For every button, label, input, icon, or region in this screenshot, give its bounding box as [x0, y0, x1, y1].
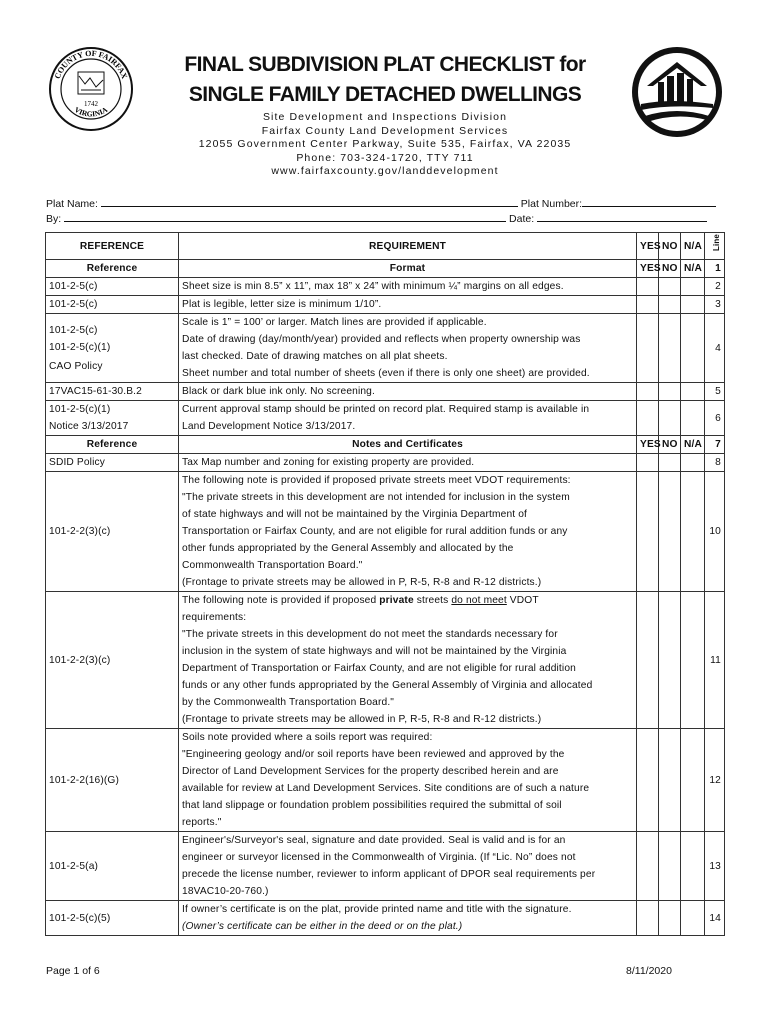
requirement-text: If owner’s certificate is on the plat, provide printed name and title with the signature.: [182, 904, 572, 915]
na-checkbox[interactable]: [681, 472, 705, 592]
requirement-text: Commonwealth Transportation Board.": [182, 560, 363, 571]
requirement-text: Sheet number and total number of sheets (even if there is only one sheet) are provided.: [182, 368, 590, 379]
na-checkbox[interactable]: [681, 592, 705, 729]
line-number: 4: [705, 314, 725, 383]
yes-label: YES: [637, 260, 659, 278]
table-header-row: [46, 233, 725, 260]
reference-cell: 101-2-5(c): [46, 278, 179, 296]
requirement-text: 18VAC10-20-760.): [182, 886, 269, 897]
requirement-text-part: VDOT: [506, 595, 539, 606]
line-number: 2: [705, 278, 725, 296]
title-line-2: SINGLE FAMILY DETACHED DWELLINGS: [188, 83, 582, 106]
na-checkbox[interactable]: [681, 832, 705, 901]
seal-top-text: COUNTY OF FAIRFAX: [52, 48, 130, 81]
requirement-text: Date of drawing (day/month/year) provided and reflects when property ownership was: [182, 334, 581, 345]
office-website: www.fairfaxcounty.gov/landdevelopment: [271, 165, 499, 178]
line-number: 6: [705, 401, 725, 436]
reference-cell: 101-2-2(16)(G): [46, 729, 179, 832]
requirement-text: The following note is provided if proposed private streets meet VDOT requirements:: [182, 475, 571, 486]
requirement-text: of state highways and will not be maintained by the Virginia Department of: [182, 509, 528, 520]
reference-text: 101-2-5(c)(1): [49, 341, 111, 353]
line-number: 5: [705, 383, 725, 401]
yes-checkbox[interactable]: [637, 401, 659, 436]
line-number: 1: [705, 260, 725, 278]
requirement-cell: [179, 832, 637, 901]
line-number: 11: [705, 592, 725, 729]
no-checkbox[interactable]: [659, 832, 681, 901]
table-row: [46, 729, 725, 832]
na-checkbox[interactable]: [681, 314, 705, 383]
line-number: 12: [705, 729, 725, 832]
no-column-header: NO: [659, 233, 681, 260]
seal-bottom-text: VIRGINIA: [72, 104, 110, 119]
requirement-cell: [179, 901, 637, 936]
no-checkbox[interactable]: [659, 592, 681, 729]
line-column-header: Line: [712, 234, 721, 252]
requirement-cell: Black or dark blue ink only. No screening.: [179, 383, 637, 401]
no-checkbox[interactable]: [659, 454, 681, 472]
na-checkbox[interactable]: [681, 901, 705, 936]
seal-year: 1742: [84, 100, 98, 108]
requirement-text: Soils note provided where a soils report was required:: [182, 732, 433, 743]
reference-text: CAO Policy: [49, 360, 103, 372]
na-checkbox[interactable]: [681, 296, 705, 314]
office-phone: Phone: 703-324-1720, TTY 711: [296, 151, 474, 164]
office-address: 12055 Government Center Parkway, Suite 535, Fairfax, VA 22035: [198, 138, 572, 151]
na-label: N/A: [681, 260, 705, 278]
plat-name-field[interactable]: [101, 196, 518, 207]
requirement-text: Director of Land Development Services for the property described herein and are: [182, 766, 559, 777]
yes-checkbox[interactable]: [637, 901, 659, 936]
na-column-header: N/A: [681, 233, 705, 260]
line-number: 7: [705, 436, 725, 454]
na-label: N/A: [681, 436, 705, 454]
section-reference-label: Reference: [46, 436, 179, 454]
yes-label: YES: [637, 436, 659, 454]
requirement-text: available for review at Land Development Services. Site conditions are of such a nature: [182, 783, 590, 794]
section-notes-title: Notes and Certificates: [179, 436, 637, 454]
requirement-text: Engineer's/Surveyor's seal, signature and date provided. Seal is valid and is for an: [182, 835, 566, 846]
requirement-text: inclusion in the system of state highways and will not be maintained by the Virginia: [182, 646, 567, 657]
table-row: [46, 296, 725, 314]
na-checkbox[interactable]: [681, 454, 705, 472]
no-label: NO: [659, 260, 681, 278]
requirement-text: Scale is 1” = 100’ or larger. Match lines are provided if applicable.: [182, 317, 487, 328]
table-row: [46, 472, 725, 592]
reference-text: 101-2-5(c): [49, 324, 98, 336]
requirement-cell: [179, 401, 637, 436]
requirement-text: [182, 592, 633, 609]
requirement-note: (Owner’s certificate can be either in the deed or on the plat.): [182, 921, 463, 932]
line-number: 13: [705, 832, 725, 901]
requirement-cell: [179, 729, 637, 832]
section-format-title: Format: [179, 260, 637, 278]
by-label: By:: [46, 213, 62, 225]
requirement-text: Land Development Notice 3/13/2017.: [182, 421, 356, 432]
yes-checkbox[interactable]: [637, 454, 659, 472]
na-checkbox[interactable]: [681, 383, 705, 401]
no-checkbox[interactable]: [659, 383, 681, 401]
no-checkbox[interactable]: [659, 729, 681, 832]
reference-cell: 101-2-5(c): [46, 296, 179, 314]
requirement-text: Transportation or Fairfax County, and are not eligible for rural addition funds or any: [182, 526, 568, 537]
section-notes-row: [46, 436, 725, 454]
requirement-text: precede the license number, reviewer to inform applicant of DPOR seal requirements per: [182, 869, 596, 880]
reference-cell: 101-2-5(a): [46, 832, 179, 901]
line-number: 8: [705, 454, 725, 472]
requirement-text: "The private streets in this development do not meet the standards necessary for: [182, 629, 558, 640]
requirement-text: "The private streets in this development are not intended for inclusion in the system: [182, 492, 570, 503]
land-development-logo: [631, 46, 723, 138]
requirement-text: last checked. Date of drawing matches on all plat sheets.: [182, 351, 448, 362]
line-number: 3: [705, 296, 725, 314]
line-number: 10: [705, 472, 725, 592]
document-title: [150, 50, 620, 110]
requirement-cell: [179, 314, 637, 383]
checklist-table: [45, 232, 725, 936]
requirement-text-part: The following note is provided if proposed: [182, 595, 380, 606]
reference-cell: 17VAC15-61-30.B.2: [46, 383, 179, 401]
county-seal-logo: [48, 46, 134, 132]
table-row: [46, 314, 725, 383]
yes-checkbox[interactable]: [637, 832, 659, 901]
na-checkbox[interactable]: [681, 278, 705, 296]
table-row: [46, 401, 725, 436]
requirement-text: by the Commonwealth Transportation Board.": [182, 697, 395, 708]
yes-checkbox[interactable]: [637, 383, 659, 401]
line-number: 14: [705, 901, 725, 936]
reference-cell: SDID Policy: [46, 454, 179, 472]
date-field[interactable]: [537, 211, 707, 222]
plat-number-label: Plat Number:: [520, 198, 583, 210]
plat-number-field[interactable]: [582, 196, 716, 207]
yes-column-header: YES: [637, 233, 659, 260]
by-field[interactable]: [64, 211, 506, 222]
table-row: [46, 832, 725, 901]
reference-cell: [46, 401, 179, 436]
requirement-text: "Engineering geology and/or soil reports have been reviewed and approved by the: [182, 749, 565, 760]
requirement-text: Department of Transportation or Fairfax County, and are not eligible for rural addition: [182, 663, 576, 674]
requirement-text: engineer or surveyor licensed in the Commonwealth of Virginia. (If “Lic. No” does not: [182, 852, 576, 863]
title-line-1: FINAL SUBDIVISION PLAT CHECKLIST for: [184, 53, 586, 76]
section-format-row: [46, 260, 725, 278]
reference-cell: 101-2-2(3)(c): [46, 592, 179, 729]
reference-cell: 101-2-2(3)(c): [46, 472, 179, 592]
page-number: Page 1 of 6: [46, 965, 100, 977]
no-label: NO: [659, 436, 681, 454]
na-checkbox[interactable]: [681, 729, 705, 832]
yes-checkbox[interactable]: [637, 296, 659, 314]
requirement-text: that land slippage or foundation problem possibilities required the submittal of soil: [182, 800, 562, 811]
requirement-text: (Frontage to private streets may be allowed in P, R-5, R-8 and R-12 districts.): [182, 577, 542, 588]
requirement-text-part: streets: [413, 595, 452, 606]
office-info: [150, 111, 620, 179]
requirement-cell: [179, 592, 637, 729]
no-checkbox[interactable]: [659, 296, 681, 314]
requirement-cell: Sheet size is min 8.5” x 11”, max 18” x 24” with minimum ¼” margins on all edges.: [179, 278, 637, 296]
table-row: [46, 454, 725, 472]
requirement-text: requirements:: [182, 612, 247, 623]
requirement-text: other funds appropriated by the General Assembly and allocated by the: [182, 543, 514, 554]
plat-name-row: [46, 196, 716, 210]
requirement-underline: do not meet: [451, 595, 507, 606]
reference-text: Notice 3/13/2017: [49, 421, 129, 432]
reference-cell: 101-2-5(c)(5): [46, 901, 179, 936]
table-row: [46, 901, 725, 936]
table-row: [46, 278, 725, 296]
yes-checkbox[interactable]: [637, 278, 659, 296]
reference-column-header: REFERENCE: [46, 233, 179, 260]
requirement-cell: [179, 472, 637, 592]
division-name: Site Development and Inspections Division: [262, 111, 508, 123]
yes-checkbox[interactable]: [637, 729, 659, 832]
no-checkbox[interactable]: [659, 278, 681, 296]
date-label: Date:: [509, 213, 535, 225]
no-checkbox[interactable]: [659, 401, 681, 436]
requirement-text: (Frontage to private streets may be allowed in P, R-5, R-8 and R-12 districts.): [182, 714, 542, 725]
reference-text: 101-2-5(c)(1): [49, 404, 111, 415]
no-checkbox[interactable]: [659, 314, 681, 383]
by-row: [46, 211, 707, 225]
yes-checkbox[interactable]: [637, 592, 659, 729]
section-reference-label: Reference: [46, 260, 179, 278]
department-name: Fairfax County Land Development Services: [261, 124, 509, 137]
requirement-text: Current approval stamp should be printed on record plat. Required stamp is available in: [182, 404, 590, 415]
table-row: [46, 383, 725, 401]
no-checkbox[interactable]: [659, 472, 681, 592]
requirement-text: reports.": [182, 817, 222, 828]
requirement-emphasis: private: [379, 595, 414, 606]
revision-date: 8/11/2020: [626, 965, 672, 977]
reference-cell: [46, 314, 179, 383]
requirement-column-header: REQUIREMENT: [179, 233, 637, 260]
na-checkbox[interactable]: [681, 401, 705, 436]
requirement-cell: Plat is legible, letter size is minimum 1/10”.: [179, 296, 637, 314]
table-row: [46, 592, 725, 729]
requirement-cell: Tax Map number and zoning for existing property are provided.: [179, 454, 637, 472]
requirement-text: funds or any other funds appropriated by the General Assembly of Virginia and allocated: [182, 680, 593, 691]
plat-name-label: Plat Name:: [46, 198, 98, 210]
yes-checkbox[interactable]: [637, 472, 659, 592]
no-checkbox[interactable]: [659, 901, 681, 936]
yes-checkbox[interactable]: [637, 314, 659, 383]
